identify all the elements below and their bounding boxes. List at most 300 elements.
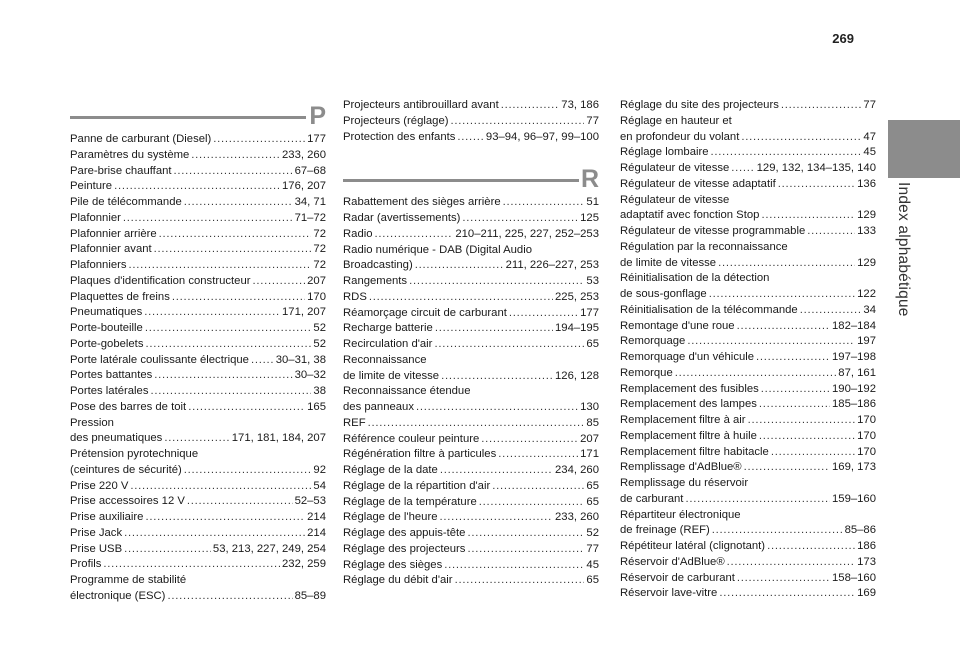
index-entry-label: Panne de carburant (Diesel) [70, 133, 212, 145]
leader-dots [759, 429, 855, 445]
leader-dots [154, 368, 292, 384]
index-entry-label: Répétiteur latéral (clignotant) [620, 540, 766, 552]
index-entry [343, 526, 599, 542]
index-entry [620, 240, 876, 256]
leader-dots [145, 510, 305, 526]
index-entry-pages: 185–186 [832, 398, 876, 411]
index-entry [70, 242, 326, 258]
leader-dots [123, 211, 293, 227]
section-header-r [343, 167, 599, 193]
section-letter: P [309, 102, 326, 130]
index-entry [343, 306, 599, 322]
index-entry-pages: 72 [313, 259, 326, 271]
index-entry-label: Plafonnier avant [70, 243, 152, 256]
index-entry-pages: 85–86 [844, 524, 876, 537]
index-entry-label: Pression [70, 416, 114, 429]
index-entry-label: Portes battantes [70, 369, 153, 382]
index-entry-pages: 54 [313, 479, 326, 492]
index-entry [343, 227, 599, 243]
index-entry-label: Prise Jack [70, 526, 123, 539]
index-entry [70, 557, 326, 573]
index-entry-pages: 51 [586, 196, 599, 209]
index-entry-pages: 45 [863, 146, 876, 159]
index-entry-label: Prise USB [70, 542, 123, 555]
leader-dots [187, 494, 293, 510]
index-entry-label: Réglage en hauteur et [620, 114, 732, 127]
index-entry-pages: 129 [857, 256, 876, 269]
index-entry-label: Réglage des sièges [343, 558, 443, 571]
index-entry-label: électronique (ESC) [70, 589, 166, 602]
leader-dots [509, 306, 578, 322]
leader-dots [807, 224, 855, 240]
index-entry [343, 463, 599, 479]
leader-dots [440, 510, 554, 526]
chapter-label-text: Index alphabétique [895, 182, 912, 317]
index-entry-label: Répartiteur électronique [620, 508, 741, 521]
index-entry-label: Reconnaissance [343, 353, 427, 366]
leader-dots [103, 557, 280, 573]
index-entry-pages: 65 [586, 574, 599, 587]
leader-dots [369, 290, 553, 306]
index-entry-label: Régulateur de vitesse [620, 193, 730, 206]
index-entry-label: adaptatif avec fonction Stop [620, 209, 760, 222]
leader-dots [462, 211, 578, 227]
index-column-3 [620, 98, 876, 602]
leader-dots [144, 305, 280, 321]
index-entry-pages: 136 [857, 177, 876, 190]
index-entry-pages: 214 [307, 511, 326, 523]
index-entry [343, 479, 599, 495]
index-entry-label: des panneaux [343, 401, 414, 413]
index-entry-label: en profondeur du volant [620, 130, 740, 143]
index-entry-label: Prétension pyrotechnique [70, 448, 199, 460]
leader-dots [501, 98, 560, 114]
leader-dots [675, 366, 837, 382]
index-entry-pages: 129, 132, 134–135, 140 [756, 162, 876, 174]
index-entry [620, 114, 876, 130]
leader-dots [741, 130, 861, 146]
leader-dots [145, 337, 311, 353]
index-entry [343, 384, 599, 400]
index-entry-pages: 30–31, 38 [275, 353, 326, 366]
leader-dots [130, 479, 311, 495]
index-entry-pages: 233, 260 [282, 148, 326, 161]
index-entry-label: de carburant [620, 492, 684, 505]
index-entry-label: Remplissage du réservoir [620, 477, 749, 489]
index-entry-label: Pneumatiques [70, 306, 143, 319]
index-entry-pages: 34, 71 [294, 196, 326, 208]
section-header-p [70, 104, 326, 130]
index-entry-pages: 207 [580, 432, 599, 445]
index-entry [343, 369, 599, 385]
index-entry [620, 161, 876, 177]
leader-dots [711, 145, 862, 161]
index-entry-label: Référence couleur peinture [343, 432, 480, 445]
index-entry [620, 523, 876, 539]
page-number: 269 [832, 31, 854, 46]
index-entry [70, 148, 326, 164]
index-entry [343, 195, 599, 211]
index-entry-pages: 170 [307, 290, 326, 303]
index-entry [620, 366, 876, 382]
leader-dots [124, 526, 305, 542]
index-entry-pages: 170 [857, 445, 876, 458]
index-entry-pages: 225, 253 [555, 290, 599, 303]
index-entry-label: Projecteurs antibrouillard avant [343, 99, 499, 111]
section-rule [343, 179, 579, 182]
index-entry-label: Remplacement des fusibles [620, 382, 759, 395]
index-entry-label: Protection des enfants [343, 130, 456, 143]
index-entry-label: Régénération filtre à particules [343, 448, 497, 461]
index-entry-label: Recharge batterie [343, 322, 433, 335]
index-entry [620, 319, 876, 335]
index-entry-pages: 158–160 [832, 571, 876, 584]
leader-dots [727, 555, 855, 571]
index-entry [620, 98, 876, 114]
index-entry [620, 508, 876, 524]
index-entry [343, 447, 599, 463]
index-entry [70, 479, 326, 495]
index-entry-label: des pneumatiques [70, 432, 163, 445]
index-entry [620, 413, 876, 429]
index-entry [343, 243, 599, 259]
index-entry-pages: 177 [580, 306, 599, 319]
index-entry [70, 227, 326, 243]
leader-dots [129, 258, 312, 274]
leader-dots [685, 492, 830, 508]
index-entry-label: Recirculation d'air [343, 338, 433, 350]
index-entry-label: Rabattement des sièges arrière [343, 196, 501, 209]
index-entry [70, 589, 326, 605]
index-entry [343, 290, 599, 306]
index-entry-label: Radio [343, 227, 373, 240]
index-entry-label: Réglage de l'heure [343, 511, 438, 524]
index-entry-pages: 170 [857, 414, 876, 426]
index-entry-label: Projecteurs (réglage) [343, 114, 449, 127]
index-entry-label: Broadcasting) [343, 259, 413, 272]
index-entry-pages: 122 [857, 288, 876, 300]
index-entry-label: Porte-bouteille [70, 322, 143, 334]
index-entry [343, 495, 599, 511]
section-letter: R [580, 165, 599, 194]
leader-dots [441, 369, 553, 385]
index-entry-pages: 72 [313, 227, 326, 240]
index-entry [70, 400, 326, 416]
index-entry-pages: 85–89 [294, 589, 326, 602]
index-entry-pages: 92 [313, 463, 326, 476]
index-column-2 [343, 98, 599, 589]
leader-dots [709, 287, 855, 303]
index-entry-label: Réinitialisation de la télécommande [620, 303, 798, 316]
leader-dots [368, 416, 585, 432]
index-entry [70, 542, 326, 558]
index-entry [70, 494, 326, 510]
index-entry [620, 382, 876, 398]
index-entry-pages: 52 [313, 322, 326, 334]
entry-list [343, 195, 599, 589]
index-entry-pages: 214 [307, 526, 326, 539]
index-entry-pages: 171, 207 [282, 306, 326, 319]
index-entry-pages: 47 [863, 130, 876, 143]
index-entry [70, 211, 326, 227]
index-entry-pages: 71–72 [294, 211, 326, 224]
leader-dots [184, 195, 293, 211]
leader-dots [744, 460, 830, 476]
index-entry-pages: 34 [863, 303, 876, 316]
index-entry-label: de sous-gonflage [620, 288, 707, 300]
leader-dots [761, 208, 855, 224]
leader-dots [492, 479, 584, 495]
leader-dots [498, 447, 578, 463]
index-entry-pages: 177 [307, 133, 326, 145]
leader-dots [154, 242, 312, 258]
index-entry-label: de limite de vitesse [620, 256, 717, 269]
leader-dots [172, 290, 305, 306]
index-entry [343, 130, 599, 146]
index-entry [343, 274, 599, 290]
index-entry-label: Remplacement filtre à huile [620, 429, 757, 442]
index-entry-label: Réamorçage circuit de carburant [343, 306, 507, 319]
index-entry-pages: 77 [586, 542, 599, 555]
index-entry-label: Réinitialisation de la détection [620, 272, 770, 285]
index-entry-label: Réglage de la température [343, 495, 477, 508]
index-entry-pages: 194–195 [555, 322, 599, 335]
index-entry-pages: 165 [307, 400, 326, 413]
index-entry [70, 337, 326, 353]
index-entry-label: Réglage de la répartition d'air [343, 479, 491, 492]
index-entry-label: Peinture [70, 180, 113, 193]
index-entry [343, 337, 599, 353]
leader-dots [145, 321, 312, 337]
index-entry-label: Plaques d'identification constructeur [70, 274, 251, 287]
leader-dots [718, 256, 855, 272]
leader-dots [481, 432, 578, 448]
index-entry [620, 145, 876, 161]
index-entry-pages: 53, 213, 227, 249, 254 [212, 542, 326, 555]
leader-dots [159, 227, 312, 243]
index-entry-label: Prise 220 V [70, 479, 129, 492]
index-entry-label: Portes latérales [70, 385, 149, 397]
index-entry-label: Rangements [343, 275, 408, 287]
chapter-tab [888, 120, 960, 178]
leader-dots [737, 571, 830, 587]
index-entry-label: Plaquettes de freins [70, 290, 170, 303]
index-entry-label: Remorquage [620, 335, 686, 348]
leader-dots [778, 177, 855, 193]
index-entry [70, 368, 326, 384]
index-entry-pages: 171 [580, 448, 599, 461]
index-entry [343, 400, 599, 416]
index-entry-label: Réservoir de carburant [620, 571, 735, 584]
index-entry-pages: 67–68 [294, 164, 326, 177]
leader-dots [737, 319, 830, 335]
index-entry [343, 258, 599, 274]
index-entry-label: Réglage de la date [343, 464, 438, 476]
index-entry-label: Réglage du débit d'air [343, 574, 453, 587]
index-entry-pages: 72 [313, 243, 326, 256]
index-entry [70, 353, 326, 369]
leader-dots [415, 258, 504, 274]
index-entry-pages: 169 [857, 587, 876, 600]
index-entry-pages: 133 [857, 225, 876, 237]
leader-dots [800, 303, 862, 319]
index-entry-pages: 45 [586, 558, 599, 571]
index-entry [70, 510, 326, 526]
leader-dots [467, 526, 584, 542]
index-entry-label: Porte latérale coulissante électrique [70, 353, 249, 366]
index-entry-pages: 210–211, 225, 227, 252–253 [455, 227, 599, 240]
index-entry-pages: 73, 186 [561, 99, 599, 111]
leader-dots [191, 148, 280, 164]
index-entry [620, 429, 876, 445]
index-entry-pages: 171, 181, 184, 207 [231, 432, 326, 445]
index-entry-pages: 30–32 [294, 369, 326, 382]
index-entry-pages: 77 [863, 99, 876, 111]
index-entry [70, 573, 326, 589]
index-entry-label: Régulateur de vitesse [620, 162, 730, 174]
leader-dots [503, 195, 585, 211]
index-entry-label: Régulateur de vitesse programmable [620, 225, 806, 237]
index-entry-pages: 65 [586, 495, 599, 508]
index-entry [343, 510, 599, 526]
index-entry-label: Prise auxiliaire [70, 511, 144, 523]
index-entry [343, 353, 599, 369]
leader-dots [444, 558, 584, 574]
index-entry-pages: 170 [857, 429, 876, 442]
index-entry [343, 573, 599, 589]
index-entry [70, 258, 326, 274]
index-entry-label: Pare-brise chauffant [70, 164, 172, 177]
index-entry [343, 211, 599, 227]
index-entry [70, 526, 326, 542]
index-entry-label: de limite de vitesse [343, 369, 440, 382]
index-entry-pages: 232, 259 [282, 558, 326, 571]
index-entry [620, 350, 876, 366]
leader-dots [759, 397, 830, 413]
index-entry [620, 130, 876, 146]
index-entry-pages: 87, 161 [838, 366, 876, 379]
index-entry-label: (ceintures de sécurité) [70, 463, 182, 476]
leader-dots [251, 353, 274, 369]
index-entry [343, 558, 599, 574]
index-entry [70, 431, 326, 447]
index-entry [70, 195, 326, 211]
index-entry-pages: 85 [586, 416, 599, 429]
leader-dots [455, 573, 585, 589]
index-entry-label: Réservoir d'AdBlue® [620, 555, 725, 568]
index-entry [620, 492, 876, 508]
index-entry [70, 179, 326, 195]
index-entry-pages: 52–53 [294, 495, 326, 508]
leader-dots [440, 463, 553, 479]
index-entry-pages: 52 [586, 527, 599, 539]
leader-dots [767, 539, 855, 555]
index-entry-pages: 169, 173 [832, 461, 876, 474]
leader-dots [375, 227, 454, 243]
index-entry [620, 271, 876, 287]
index-entry-label: Remorque [620, 366, 673, 379]
index-entry-pages: 233, 260 [555, 511, 599, 524]
entry-list [70, 132, 326, 605]
leader-dots [687, 334, 855, 350]
index-entry [620, 334, 876, 350]
index-entry-label: Pile de télécommande [70, 196, 182, 208]
leader-dots [761, 382, 830, 398]
index-entry-pages: 126, 128 [555, 369, 599, 382]
index-entry-label: Pose des barres de toit [70, 400, 187, 413]
index-entry-label: Remplacement filtre habitacle [620, 445, 769, 458]
leader-dots [213, 132, 305, 148]
index-entry-pages: 77 [586, 114, 599, 127]
index-entry [620, 397, 876, 413]
index-entry-pages: 182–184 [832, 319, 876, 332]
index-entry-pages: 197 [857, 335, 876, 348]
index-entry-label: Prise accessoires 12 V [70, 495, 185, 508]
index-entry [343, 114, 599, 130]
index-entry [620, 445, 876, 461]
index-entry [70, 290, 326, 306]
index-entry [620, 256, 876, 272]
index-entry [620, 177, 876, 193]
index-entry-pages: 129 [857, 209, 876, 222]
index-entry [620, 476, 876, 492]
index-entry-label: Programme de stabilité [70, 574, 187, 586]
leader-dots [188, 400, 305, 416]
leader-dots [253, 274, 306, 290]
index-entry [343, 432, 599, 448]
index-entry [70, 321, 326, 337]
index-entry-pages: 234, 260 [555, 464, 599, 476]
leader-dots [712, 523, 843, 539]
index-entry-pages: 52 [313, 337, 326, 350]
index-entry-pages: 176, 207 [282, 180, 326, 193]
entry-list [343, 98, 599, 145]
chapter-label [894, 182, 914, 382]
index-entry [343, 416, 599, 432]
index-entry [343, 542, 599, 558]
index-entry [343, 98, 599, 114]
leader-dots [416, 400, 578, 416]
index-entry-label: Plafonnier [70, 211, 121, 224]
leader-dots [771, 445, 855, 461]
index-entry-label: Réglage lombaire [620, 146, 709, 159]
index-entry-pages: 186 [857, 540, 876, 552]
index-entry-pages: 93–94, 96–97, 99–100 [485, 130, 599, 143]
leader-dots [450, 114, 584, 130]
index-entry-pages: 125 [580, 212, 599, 224]
leader-dots [719, 586, 855, 602]
index-entry-label: Remorquage d'un véhicule [620, 351, 755, 363]
index-entry-pages: 173 [857, 555, 876, 568]
index-entry-label: Radar (avertissements) [343, 212, 461, 224]
index-entry-label: Remplissage d'AdBlue® [620, 461, 742, 474]
leader-dots [479, 495, 585, 511]
entry-list [620, 98, 876, 602]
index-entry-label: Remontage d'une roue [620, 319, 735, 332]
leader-dots [174, 164, 293, 180]
index-entry-pages: 197–198 [832, 351, 876, 363]
index-entry-pages: 38 [313, 385, 326, 397]
index-entry-label: Régulation par la reconnaissance [620, 240, 788, 253]
leader-dots [457, 130, 483, 146]
index-entry [620, 287, 876, 303]
index-entry-label: Réglage des projecteurs [343, 542, 466, 555]
index-entry-label: Profils [70, 558, 102, 571]
leader-dots [756, 350, 830, 366]
leader-dots [731, 161, 754, 177]
index-entry [620, 224, 876, 240]
leader-dots [114, 179, 280, 195]
